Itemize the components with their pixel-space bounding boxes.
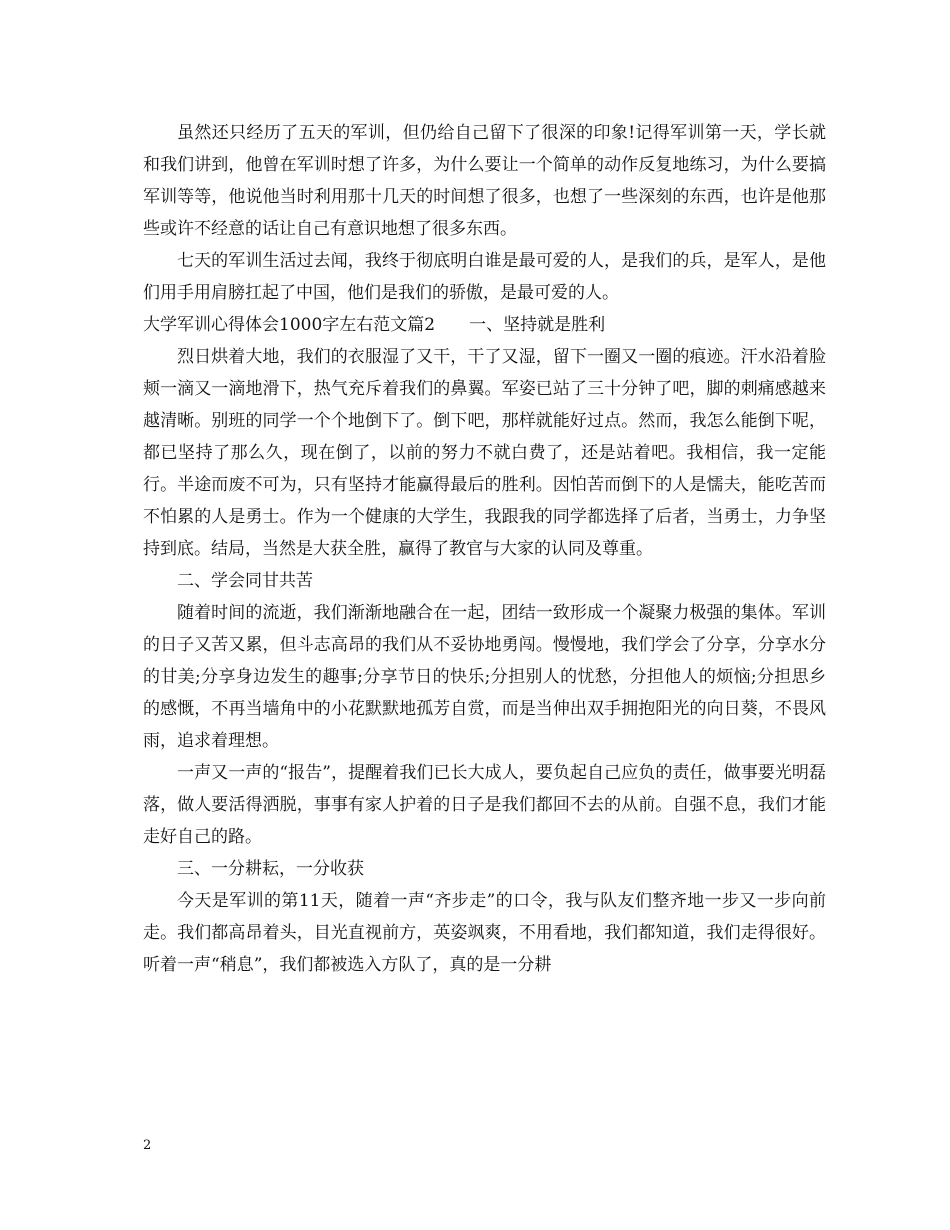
paragraph: 一声又一声的“报告”，提醒着我们已长大成人，要负起自己应负的责任，做事要光明磊落，做人要活得洒脱，事事有家人护着的日子是我们都回不去的从前。自强不息，我们才能走好自己的路。: [143, 763, 826, 847]
paragraph: 七天的军训生活过去闻，我终于彻底明白谁是最可爱的人，是我们的兵，是军人，是他们用手用肩膀扛起了中国，他们是我们的骄傲，是最可爱的人。: [143, 251, 826, 303]
paragraph: 烈日烘着大地，我们的衣服湿了又干，干了又湿，留下一圈又一圈的痕迹。汗水沿着脸颊一滴又一滴地滑下，热气充斥着我们的鼻翼。军姿已站了三十分钟了吧，脚的刺痛感越来越清晰。别班的同学一个个地倒下了。倒下吧，那样就能好过点。然而，我怎么能倒下呢，都已坚持了那么久，现在倒了，以前的努力不就白费了，还是站着吧。我相信，我一定能行。半途而废不可为，只有坚持才能赢得最后的胜利。因怕苦而倒下的人是懦夫，能吃苦而不怕累的人是勇士。作为一个健康的大学生，我跟我的同学都选择了后者，当勇士，力争坚持到底。结局，当然是大获全胜，赢得了教官与大家的认同及尊重。: [143, 347, 826, 559]
paragraph: 虽然还只经历了五天的军训，但仍给自己留下了很深的印象!记得军训第一天，学长就和我们讲到，他曾在军训时想了许多，为什么要让一个简单的动作反复地练习，为什么要搞军训等等，他说他当时利用那十几天的时间想了很多，也想了一些深刻的东西，也许是他那些或许不经意的话让自己有意识地想了很多东西。: [143, 123, 826, 239]
subheading: 三、一分耕耘，一分收获: [177, 859, 364, 879]
section-title: 大学军训心得体会1000字左右范文篇2 一、坚持就是胜利: [143, 315, 606, 335]
paragraph: 随着时间的流逝，我们渐渐地融合在一起，团结一致形成一个凝聚力极强的集体。军训的日子又苦又累，但斗志高昂的我们从不妥协地勇闯。慢慢地，我们学会了分享，分享水分的甘美;分享身边发生的趣事;分享节日的快乐;分担别人的忧愁，分担他人的烦恼;分担思乡的感慨，不再当墙角中的小花默默地孤芳自赏，而是当伸出双手拥抱阳光的向日葵，不畏风雨，追求着理想。: [143, 603, 826, 751]
body-text: [143, 117, 826, 981]
subheading: 二、学会同甘共苦: [177, 571, 313, 591]
page-number: 2: [143, 1138, 152, 1153]
paragraph: 今天是军训的第11天，随着一声“齐步走”的口令，我与队友们整齐地一步又一步向前走。我们都高昂着头，目光直视前方，英姿飒爽，不用看地，我们都知道，我们走得很好。听着一声“稍息”，我们都被选入方队了，真的是一分耕: [143, 891, 826, 975]
